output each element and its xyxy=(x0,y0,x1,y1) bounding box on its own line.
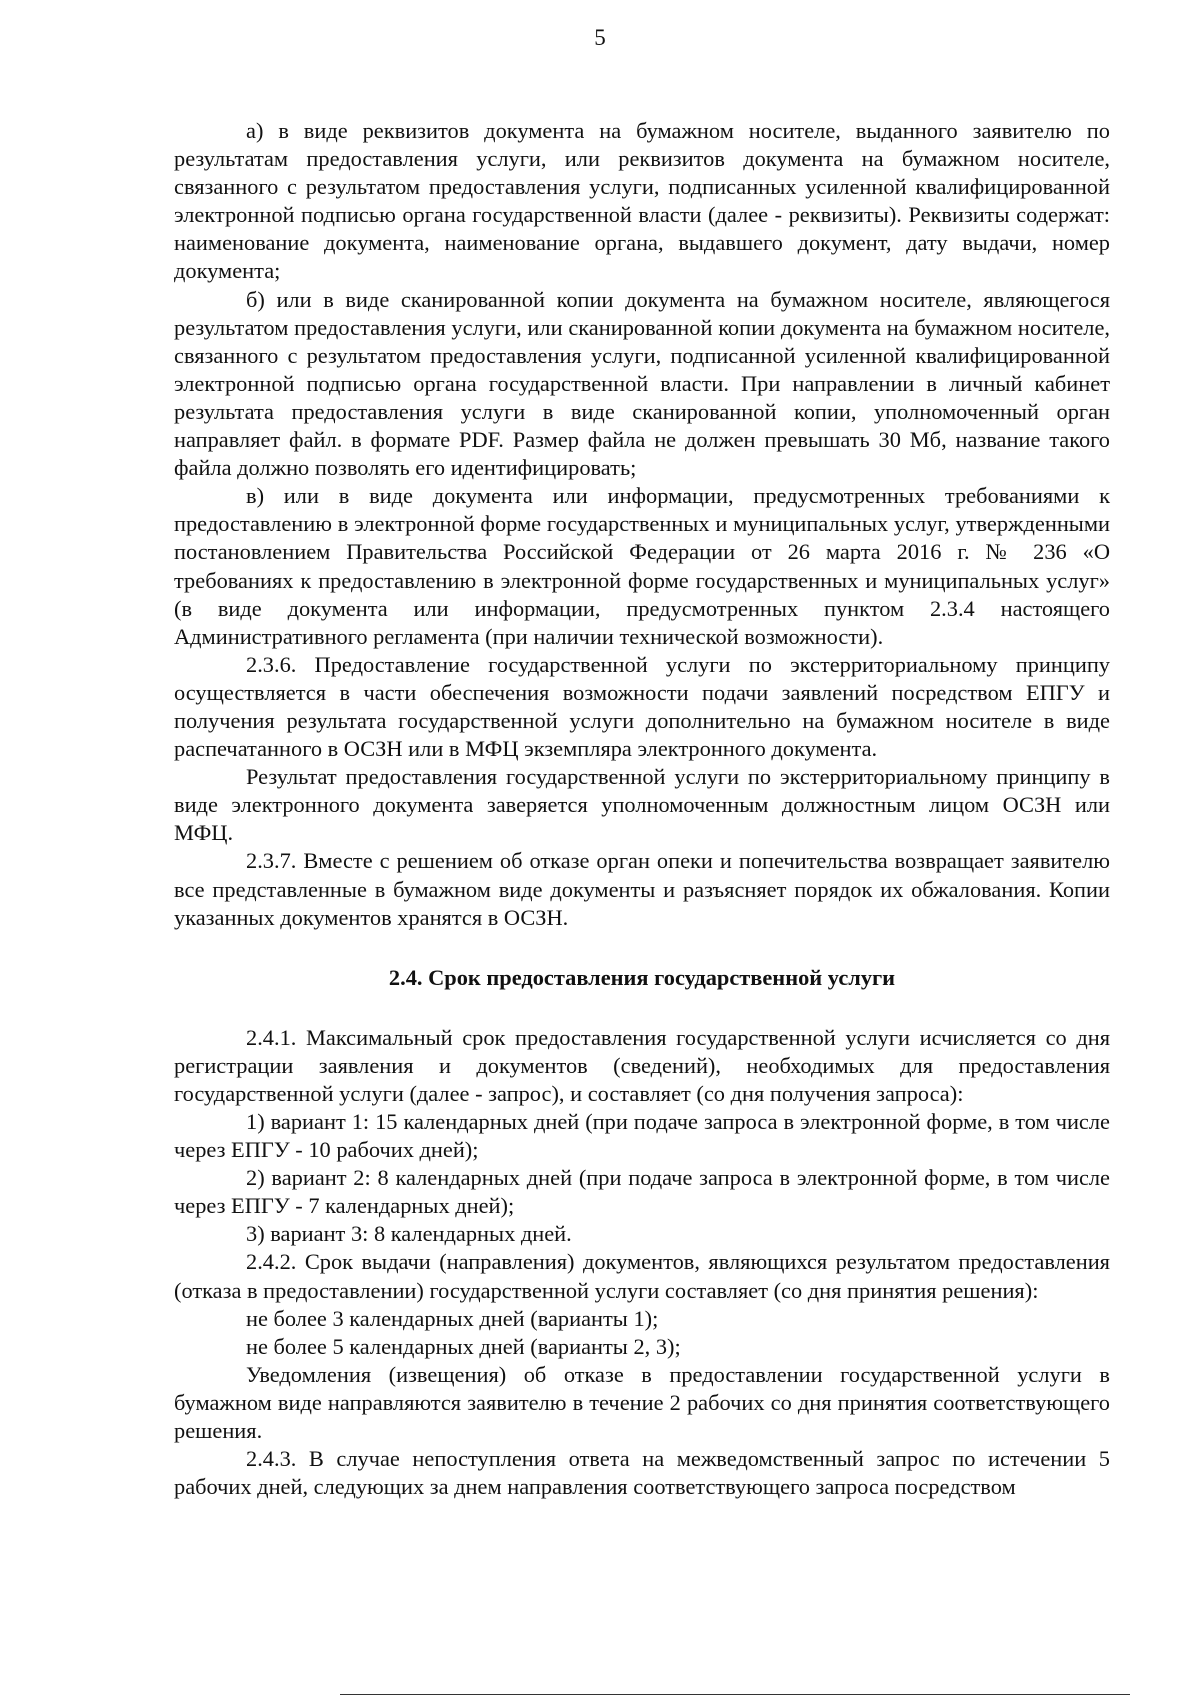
document-body xyxy=(174,117,1110,1501)
list-item-max-3-days: не более 3 календарных дней (варианты 1); xyxy=(246,1305,659,1331)
paragraph-2-4-3: 2.4.3. В случае непоступления ответа на межведомственный запрос по истечении 5 рабочих дней, следующих за днем направления соответствующего запроса посредством xyxy=(174,1446,1110,1500)
section-heading-2-4: 2.4. Срок предоставления государственной услуги xyxy=(388,964,896,990)
paragraph-c-electronic-document: в) или в виде документа или информации, предусмотренных требованиями к предоставлению в электронной форме государственных и муниципальных услуг, утвержденными постановлением Правительства Российской Федерации от 26 марта 2016 г. № 236 «О требованиях к предоставлению в электронной форме государственных и муниципальных услуг» (в виде документа или информации, предусмотренных пунктом 2.3.4 настоящего Административного регламента (при наличии технической возможности). xyxy=(174,483,1110,649)
paragraph-b-scanned-copy: б) или в виде сканированной копии документа на бумажном носителе, являющегося результатом предоставления услуги, или сканированной копии документа на бумажном носителе, связанного с результатом предоставления услуги, подписанной усиленной квалифицированной электронной подписью органа государственной власти. При направлении в личный кабинет результата предоставления услуги в виде сканированной копии, уполномоченный орган направляет файл. в формате PDF. Размер файла не должен превышать 30 Мб, название такого файла должно позволять его идентифицировать; xyxy=(174,286,1110,481)
paragraph-2-4-2: 2.4.2. Срок выдачи (направления) документов, являющихся результатом предоставления (отказа в предоставлении) государственной услуги составляет (со дня принятия решения): xyxy=(174,1249,1110,1303)
paragraph-2-3-7: 2.3.7. Вместе с решением об отказе орган опеки и попечительства возвращает заявителю все представленные в бумажном виде документы и разъясняет порядок их обжалования. Копии указанных документов хранятся в ОСЗН. xyxy=(174,848,1110,930)
paragraph-2-3-6: 2.3.6. Предоставление государственной услуги по экстерриториальному принципу осуществляется в части обеспечения возможности подачи заявлений посредством ЕПГУ и получения результата государственной услуги дополнительно на бумажном носителе в виде распечатанного в ОСЗН или в МФЦ экземпляра электронного документа. xyxy=(174,651,1110,762)
list-item-variant-2: 2) вариант 2: 8 календарных дней (при подаче запроса в электронной форме, в том числе через ЕПГУ - 7 календарных дней); xyxy=(174,1165,1110,1219)
bottom-divider-line xyxy=(340,1694,1130,1695)
paragraph-a-requisites: а) в виде реквизитов документа на бумажном носителе, выданного заявителю по результатам предоставления услуги, или реквизитов документа на бумажном носителе, связанного с результатом предоставления услуги, подписанных усиленной квалифицированной электронной подписью органа государственной власти (далее - реквизиты). Реквизиты содержат: наименование документа, наименование органа, выдавшего документ, дату выдачи, номер документа; xyxy=(174,118,1110,284)
page-number: 5 xyxy=(594,25,606,50)
paragraph-2-4-1: 2.4.1. Максимальный срок предоставления государственной услуги исчисляется со дня регистрации заявления и документов (сведений), необходимых для предоставления государственной услуги (далее - запрос), и составляет (со дня получения запроса): xyxy=(174,1024,1110,1106)
list-item-variant-1: 1) вариант 1: 15 календарных дней (при подаче запроса в электронной форме, в том числе через ЕПГУ - 10 рабочих дней); xyxy=(174,1109,1110,1163)
list-item-variant-3: 3) вариант 3: 8 календарных дней. xyxy=(246,1221,572,1247)
paragraph-extraterritorial-result: Результат предоставления государственной услуги по экстерриториальному принципу в виде электронного документа заверяется уполномоченным должностным лицом ОСЗН или МФЦ. xyxy=(174,764,1110,846)
paragraph-refusal-notice: Уведомления (извещения) об отказе в предоставлении государственной услуги в бумажном виде направляются заявителю в течение 2 рабочих со дня принятия соответствующего решения. xyxy=(174,1361,1110,1444)
list-item-max-5-days: не более 5 календарных дней (варианты 2, 3); xyxy=(246,1333,681,1359)
